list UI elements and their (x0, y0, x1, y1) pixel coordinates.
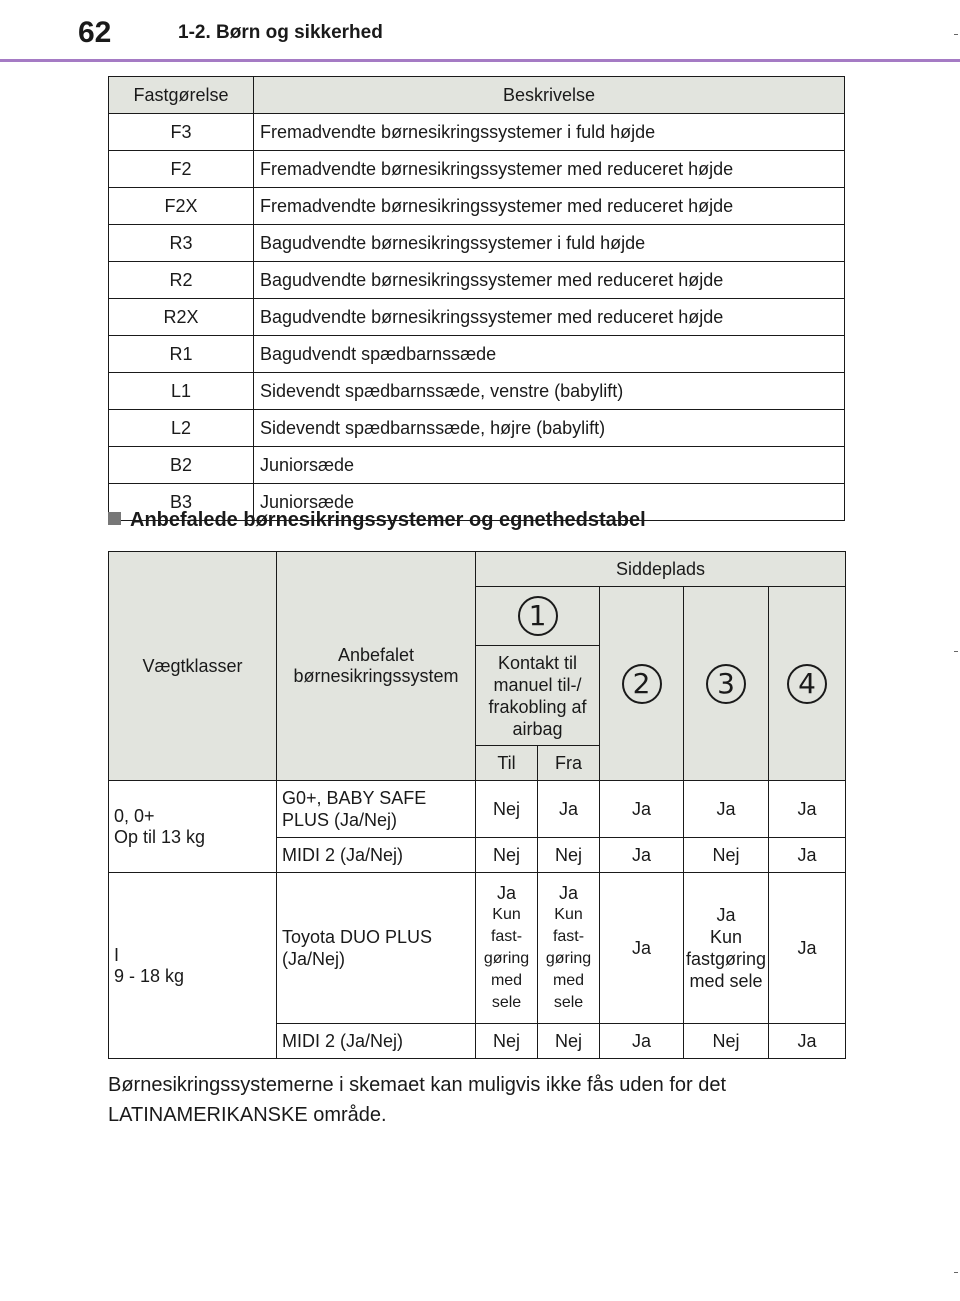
seat-4-value: Ja (769, 781, 846, 838)
table-row (109, 225, 845, 262)
fastening-code: R2 (109, 262, 254, 299)
subheading-text: Anbefalede børnesikringssystemer og egnethedstabel (130, 509, 646, 531)
fastening-code: L2 (109, 410, 254, 447)
availability-note (108, 1070, 868, 1130)
fra-value: Nej (538, 1024, 600, 1059)
seat-4-value: Ja (769, 1024, 846, 1059)
fastening-description: Fremadvendte børnesikringssystemer med reduceret højde (254, 151, 845, 188)
til-value: Nej (476, 838, 538, 873)
weight-class-name: I (114, 944, 120, 965)
fastening-table (108, 76, 845, 521)
table-row (109, 299, 845, 336)
seat-4-cell (769, 587, 846, 781)
seat-3-cell (684, 587, 769, 781)
seat-3-value: Nej (684, 1024, 769, 1059)
weight-class-cell (109, 873, 277, 1059)
seat-1-cell (476, 587, 600, 646)
fastening-description: Fremadvendte børnesikringssystemer med reduceret højde (254, 188, 845, 225)
page-number: 62 (78, 16, 112, 49)
table-row (109, 151, 845, 188)
table-header-row (109, 552, 846, 587)
fastening-description: Sidevendt spædbarnssæde, højre (babylift) (254, 410, 845, 447)
fra-value (538, 873, 600, 1024)
fastening-code: B3 (109, 484, 254, 521)
fastening-description: Bagudvendte børnesikringssystemer med reduceret højde (254, 262, 845, 299)
til-value: Nej (476, 781, 538, 838)
fastening-code: R3 (109, 225, 254, 262)
table-row (109, 447, 845, 484)
seat-4-value: Ja (769, 873, 846, 1024)
fastening-code: R1 (109, 336, 254, 373)
til-value-main: Ja (496, 882, 516, 903)
seat-2-value: Ja (600, 838, 684, 873)
seat-2-value: Ja (600, 1024, 684, 1059)
header-rule (0, 59, 960, 62)
system-cell: MIDI 2 (Ja/Nej) (277, 838, 476, 873)
fra-value-note: Kun fast- gøring med sele (545, 905, 592, 1011)
table-row (109, 262, 845, 299)
fastening-description: Juniorsæde (254, 447, 845, 484)
system-cell: G0+, BABY SAFE PLUS (Ja/Nej) (277, 781, 476, 838)
weight-class-cell (109, 781, 277, 873)
edge-mark (954, 34, 958, 35)
suitability-table (108, 551, 846, 1059)
system-cell: MIDI 2 (Ja/Nej) (277, 1024, 476, 1059)
fastening-description: Bagudvendt spædbarnssæde (254, 336, 845, 373)
note-line: Børnesikringssystemerne i skemaet kan muligvis ikke fås uden for det (108, 1074, 727, 1096)
fastening-code: B2 (109, 447, 254, 484)
fra-value-main: Ja (558, 882, 578, 903)
note-line: LATINAMERIKANSKE område. (108, 1104, 387, 1126)
table-row (109, 873, 846, 1024)
fra-value: Ja (538, 781, 600, 838)
seat-3-value-main: Ja (716, 905, 736, 925)
seat-2-value: Ja (600, 873, 684, 1024)
bullet-square-icon (108, 512, 121, 525)
section-title: 1-2. Børn og sikkerhed (178, 22, 383, 43)
seat-3-value: Nej (684, 838, 769, 873)
seat-3-value-note: Kun fastgøring med sele (685, 927, 767, 991)
fastening-description: Juniorsæde (254, 484, 845, 521)
seat-2-cell (600, 587, 684, 781)
fra-value: Nej (538, 838, 600, 873)
fastening-code: R2X (109, 299, 254, 336)
table-header-row (109, 77, 845, 114)
seat-4-value: Ja (769, 838, 846, 873)
seat-number-4: 4 (787, 664, 827, 704)
table-row (109, 188, 845, 225)
column-header: Beskrivelse (254, 77, 845, 114)
fastening-code: F3 (109, 114, 254, 151)
weight-class-range: Op til 13 kg (114, 826, 206, 847)
airbag-switch-header: Kontakt til manuel til-/ frakobling af airbag (476, 646, 600, 746)
fastening-code: L1 (109, 373, 254, 410)
til-value (476, 873, 538, 1024)
table-row (109, 781, 846, 838)
weight-class-range: 9 - 18 kg (114, 965, 185, 986)
seat-2-value: Ja (600, 781, 684, 838)
table-row (109, 373, 845, 410)
til-value-note: Kun fast- gøring med sele (483, 905, 530, 1011)
table-row (109, 114, 845, 151)
column-header: Fastgørelse (109, 77, 254, 114)
system-header: Anbefalet børnesikringssystem (277, 552, 476, 781)
weight-class-header: Vægtklasser (109, 552, 277, 781)
seat-number-1: 1 (518, 596, 558, 636)
seat-3-value (684, 873, 769, 1024)
weight-class-name: 0, 0+ (114, 805, 155, 826)
seat-3-value: Ja (684, 781, 769, 838)
table-row (109, 410, 845, 447)
fastening-description: Bagudvendte børnesikringssystemer med reduceret højde (254, 299, 845, 336)
til-value: Nej (476, 1024, 538, 1059)
seat-number-3: 3 (706, 664, 746, 704)
edge-mark (954, 651, 958, 652)
system-cell: Toyota DUO PLUS (Ja/Nej) (277, 873, 476, 1024)
table-row (109, 336, 845, 373)
fastening-code: F2X (109, 188, 254, 225)
fastening-code: F2 (109, 151, 254, 188)
fra-header: Fra (538, 746, 600, 781)
til-header: Til (476, 746, 538, 781)
subheading (108, 509, 646, 532)
seat-number-2: 2 (622, 664, 662, 704)
fastening-description: Fremadvendte børnesikringssystemer i fuld højde (254, 114, 845, 151)
fastening-description: Bagudvendte børnesikringssystemer i fuld højde (254, 225, 845, 262)
edge-mark (954, 1272, 958, 1273)
seat-header: Siddeplads (476, 552, 846, 587)
fastening-description: Sidevendt spædbarnssæde, venstre (babylift) (254, 373, 845, 410)
